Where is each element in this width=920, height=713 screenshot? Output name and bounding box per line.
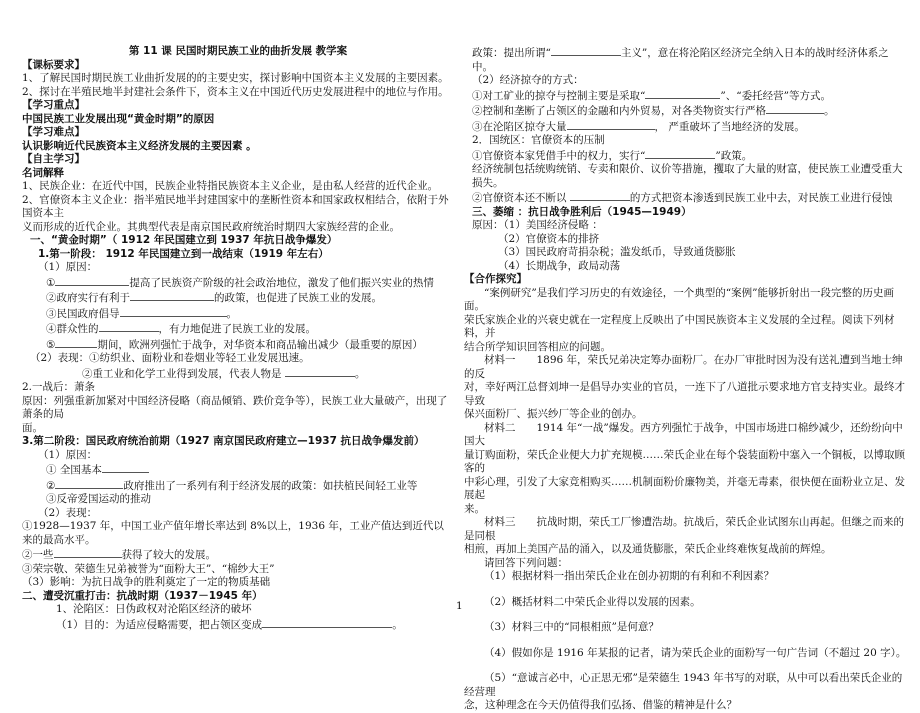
fill-blank	[645, 88, 720, 99]
text: 。	[392, 618, 403, 631]
fill-blank	[55, 478, 123, 489]
section-heading: 【合作探究】	[464, 273, 527, 285]
text-line	[464, 190, 908, 206]
subheading: 一、“黄金时期”（ 1912 年民国建立到 1937 年抗日战争爆发）	[30, 234, 338, 246]
text: ”、“委托经营”等方式。	[720, 89, 831, 102]
text-line	[22, 290, 454, 306]
text: 提高了民族资产阶级的社会政治地位，激发了他们振兴实业的热情	[129, 276, 434, 289]
text-line: 1、民族企业：在近代中国，民族企业特指民族资本主义企业，是由私人经营的近代企业。	[22, 180, 439, 192]
text: ②重工业和化学工业得到发展，代表人物是	[82, 367, 285, 380]
material-2: 材料二 1914 年“一战”爆发。西方列强忙于战争，中国市场进口棉纱减少，还纷纷向中国大	[464, 421, 903, 447]
page-number: 1	[456, 600, 463, 612]
fill-blank	[55, 275, 129, 286]
text: ①官僚资本家凭借手中的权力，实行“	[472, 149, 646, 162]
text-line	[464, 148, 908, 164]
text: （1）目的：为适应侵略需要，把占领区变成	[56, 618, 263, 631]
text-line: 2．国统区：官僚资本的压制	[472, 134, 605, 146]
question-4: （4）假如你是 1916 年某报的记者，请为荣氏企业的面粉写一句广告词（不超过 20 字）。	[484, 646, 907, 659]
text-line	[464, 88, 908, 104]
fill-blank	[645, 148, 715, 159]
text-line: 2、官僚资本主义企业：指半殖民地半封建国家中的垄断性资本和国家政权相结合，依附于外国资本主	[22, 193, 449, 219]
text-line: “案例研究”是我们学习历史的有效途径，一个典型的“案例”能够折射出一段完整的历史画面。	[464, 286, 894, 312]
text-line	[464, 45, 908, 74]
left-column	[22, 45, 454, 632]
text: 政府推出了一系列有利于经济发展的政策：如扶植民间轻工业等	[123, 479, 418, 492]
document-title: 第 11 课 民国时期民族工业的曲折发展 教学案	[128, 45, 348, 57]
text-line	[22, 617, 454, 633]
material-3: 材料三 抗战时期，荣氏工厂惨遭浩劫。抗战后，荣氏企业试图东山再起。但继之而来的是同根	[464, 516, 904, 542]
section-heading: 【学习重点】	[22, 99, 85, 111]
question-1: （1）根据材料一指出荣氏企业在创办初期的有利和不利因素？	[484, 570, 775, 582]
text-line: （1）原因：	[38, 261, 98, 273]
right-column	[464, 45, 908, 713]
text-line: 结合所学知识回答相应的问题。	[464, 340, 611, 353]
text-line: 相煎，再加上美国产品的涌入，以及通货膨胀，荣氏企业终难恢复战前的辉煌。	[464, 543, 832, 555]
fill-blank	[54, 547, 122, 558]
text-line	[22, 321, 454, 337]
text-line	[22, 366, 454, 382]
material-1: 材料一 1896 年，荣氏兄弟决定筹办面粉厂。在办厂审批时因为没有送礼遭到当地士绅的反	[464, 354, 903, 380]
text: ，有力地促进了民族工业的发展。	[158, 323, 316, 335]
text-line: 来。	[464, 502, 485, 515]
text-line	[22, 478, 454, 494]
text-line: 1、沦陷区：日伪政权对沦陷区经济的破坏	[56, 603, 252, 615]
text-line: ①1928—1937 年，中国工业产值年增长率达到 8%以上，1936 年，工业产值达到近代以来的最高水平。	[22, 520, 444, 546]
fill-blank	[262, 617, 392, 628]
text: ④群众性的	[46, 323, 99, 335]
text: ②	[46, 479, 56, 492]
fill-blank	[99, 321, 159, 332]
text: 主义”，意在将沦陷区经济完全纳入日本的战时经济体系之中。	[472, 47, 889, 73]
text-line: 荣氏家族企业的兴衰史就在一定程度上反映出了中国民族资本主义发展的全过程。阅读下列材料，并	[464, 313, 895, 339]
text-line: 义而形成的近代企业。其典型代表是南京国民政府统治时期四大家族经营的企业。	[22, 220, 400, 233]
text-line: （4）长期战争，政局动荡	[498, 259, 621, 272]
text-line: 量订购面粉，荣氏企业便大力扩充规模……荣氏企业在每个袋装面粉中塞入一个铜板，以博取顾客的	[464, 448, 905, 474]
text-line: （2）官僚资本的排挤	[498, 232, 600, 245]
text-line	[22, 337, 454, 353]
text-line: 请回答下列问题：	[484, 556, 568, 569]
text-line: 原因：列强重新加紧对中国经济侵略（商品倾销、跌价竞争等），民族工业大量破产，出现了萧条的局	[22, 394, 448, 420]
question-2: （2）概括材料二中荣氏企业得以发展的因素。	[484, 595, 701, 608]
text: ②官僚资本还不断以	[472, 192, 570, 204]
text: 的政策，也促进了民族工业的发展。	[214, 292, 382, 304]
fill-blank	[285, 366, 355, 377]
text: ②控制和垄断了占领区的金融和内外贸易，对各类物资实行严格	[472, 105, 766, 117]
subheading: 二、遭受沉重打击：抗战时期（1937－1945 年）	[22, 589, 263, 602]
text: 获得了较大的发展。	[121, 549, 216, 561]
text-line: 中国民族工业发展出现“黄金时期”的原因	[22, 112, 215, 125]
fill-blank	[130, 290, 214, 301]
text: ②一些	[22, 549, 54, 561]
text: 期间，欧洲列强忙于战争，对华资本和商品输出减少（最重要的原因）	[97, 338, 423, 351]
fill-blank	[567, 119, 655, 130]
text-line: （2）表现：①纺织业、面粉业和卷烟业等轻工业发展迅速。	[30, 352, 310, 364]
text-line: 2、探讨在半殖民地半封建社会条件下，资本主义在中国近代历史发展进程中的地位与作用。	[22, 85, 449, 98]
text-line	[464, 119, 908, 135]
text: ①对工矿业的掠夺与控制主要是采取“	[472, 89, 646, 102]
question-5: （5）“意诚言必中，心正思无邪”是荣德生 1943 年书写的对联，从中可以看出荣氏企业的经营理	[464, 672, 903, 698]
text-line: 保兴面粉厂、振兴纱厂等企业的创办。	[464, 408, 643, 420]
text: 的方式把资本渗透到民族工业中去，对民族工业进行侵蚀	[629, 192, 893, 204]
text-line: （3）影响：为抗日战争的胜利奠定了一定的物质基础	[22, 576, 271, 588]
text: ”政策。	[715, 149, 753, 162]
text-line: 面。	[22, 421, 43, 434]
text: ③在沦陷区掠夺大量	[472, 120, 567, 133]
text-line: 2.一战后：萧条	[22, 381, 96, 393]
text-line: （2）经济掠夺的方式：	[472, 74, 584, 86]
text: ③民国政府倡导	[46, 307, 120, 320]
text-line: 对，幸好两江总督刘坤一是倡导办实业的官员，一连下了八道批示要求地方官支持实业。最终才导致	[464, 381, 905, 407]
text-line: ③反帝爱国运动的推动	[46, 493, 151, 505]
fill-blank	[570, 190, 630, 201]
text-line: （2）表现：	[38, 506, 98, 519]
question-3: （3）材料三中的“同根相煎”是何意？	[484, 621, 659, 633]
text-line: ③荣宗敬、荣德生兄弟被誉为“面粉大王”、“棉纱大王”	[22, 562, 275, 575]
fill-blank	[766, 103, 824, 114]
subheading: 1.第一阶段： 1912 年民国建立到一战结束（1919 年左右）	[38, 247, 329, 260]
text: 政策：提出所谓“	[472, 47, 551, 59]
text-line	[22, 275, 454, 291]
subheading: 名词解释	[22, 166, 64, 179]
text-line	[464, 103, 908, 119]
section-heading: 【自主学习】	[22, 153, 85, 165]
text: ①	[46, 276, 56, 289]
fill-blank	[102, 462, 149, 473]
text-line: 1、了解民国时期民族工业曲折发展的的主要史实，探讨影响中国资本主义发展的主要因素。	[22, 72, 449, 84]
subheading: 3.第二阶段：国民政府统治前期（1927 南京国民政府建立—1937 抗日战争爆发前）	[22, 435, 425, 447]
text: ⑤	[46, 338, 56, 351]
text-line: （3）国民政府苛捐杂税；滥发纸币，导致通货膨胀	[498, 246, 736, 258]
text: ① 全国基本	[46, 464, 102, 476]
text-line	[22, 547, 454, 563]
text-line: 认识影响近代民族资本主义经济发展的主要因素 。	[22, 139, 257, 152]
text-line	[22, 462, 454, 478]
fill-blank	[55, 337, 97, 348]
text-line: 原因：（1）美国经济侵略 ：	[472, 219, 603, 231]
section-heading: 【学习难点】	[22, 126, 85, 138]
text: ②政府实行有利于	[46, 292, 130, 304]
text-line: 念，这种理念在今天仍值得我们弘扬、借鉴的精神是什么？	[464, 699, 737, 711]
text: 。	[824, 105, 835, 117]
subheading: 三、萎缩 ：抗日战争胜利后（1945—1949）	[472, 205, 692, 218]
section-heading: 【课标要求】	[22, 58, 85, 71]
text: ， 严重破坏了当地经济的发展。	[654, 120, 805, 133]
text-line: 经济统制包括统购统销、专卖和限价、议价等措施，攫取了大量的财富，使民族工业遭受重大损失。	[472, 163, 903, 189]
fill-blank	[551, 45, 621, 56]
text-line	[22, 306, 454, 322]
fill-blank	[120, 306, 227, 317]
text-line: （1）原因：	[38, 448, 98, 461]
text: 。	[354, 367, 366, 380]
text-line: 中彩心理，引发了大家竞相购买……机制面粉价廉物美，并毫无毒素，很快便在面粉业立足、发展起	[464, 475, 905, 501]
text: 。	[226, 307, 237, 320]
